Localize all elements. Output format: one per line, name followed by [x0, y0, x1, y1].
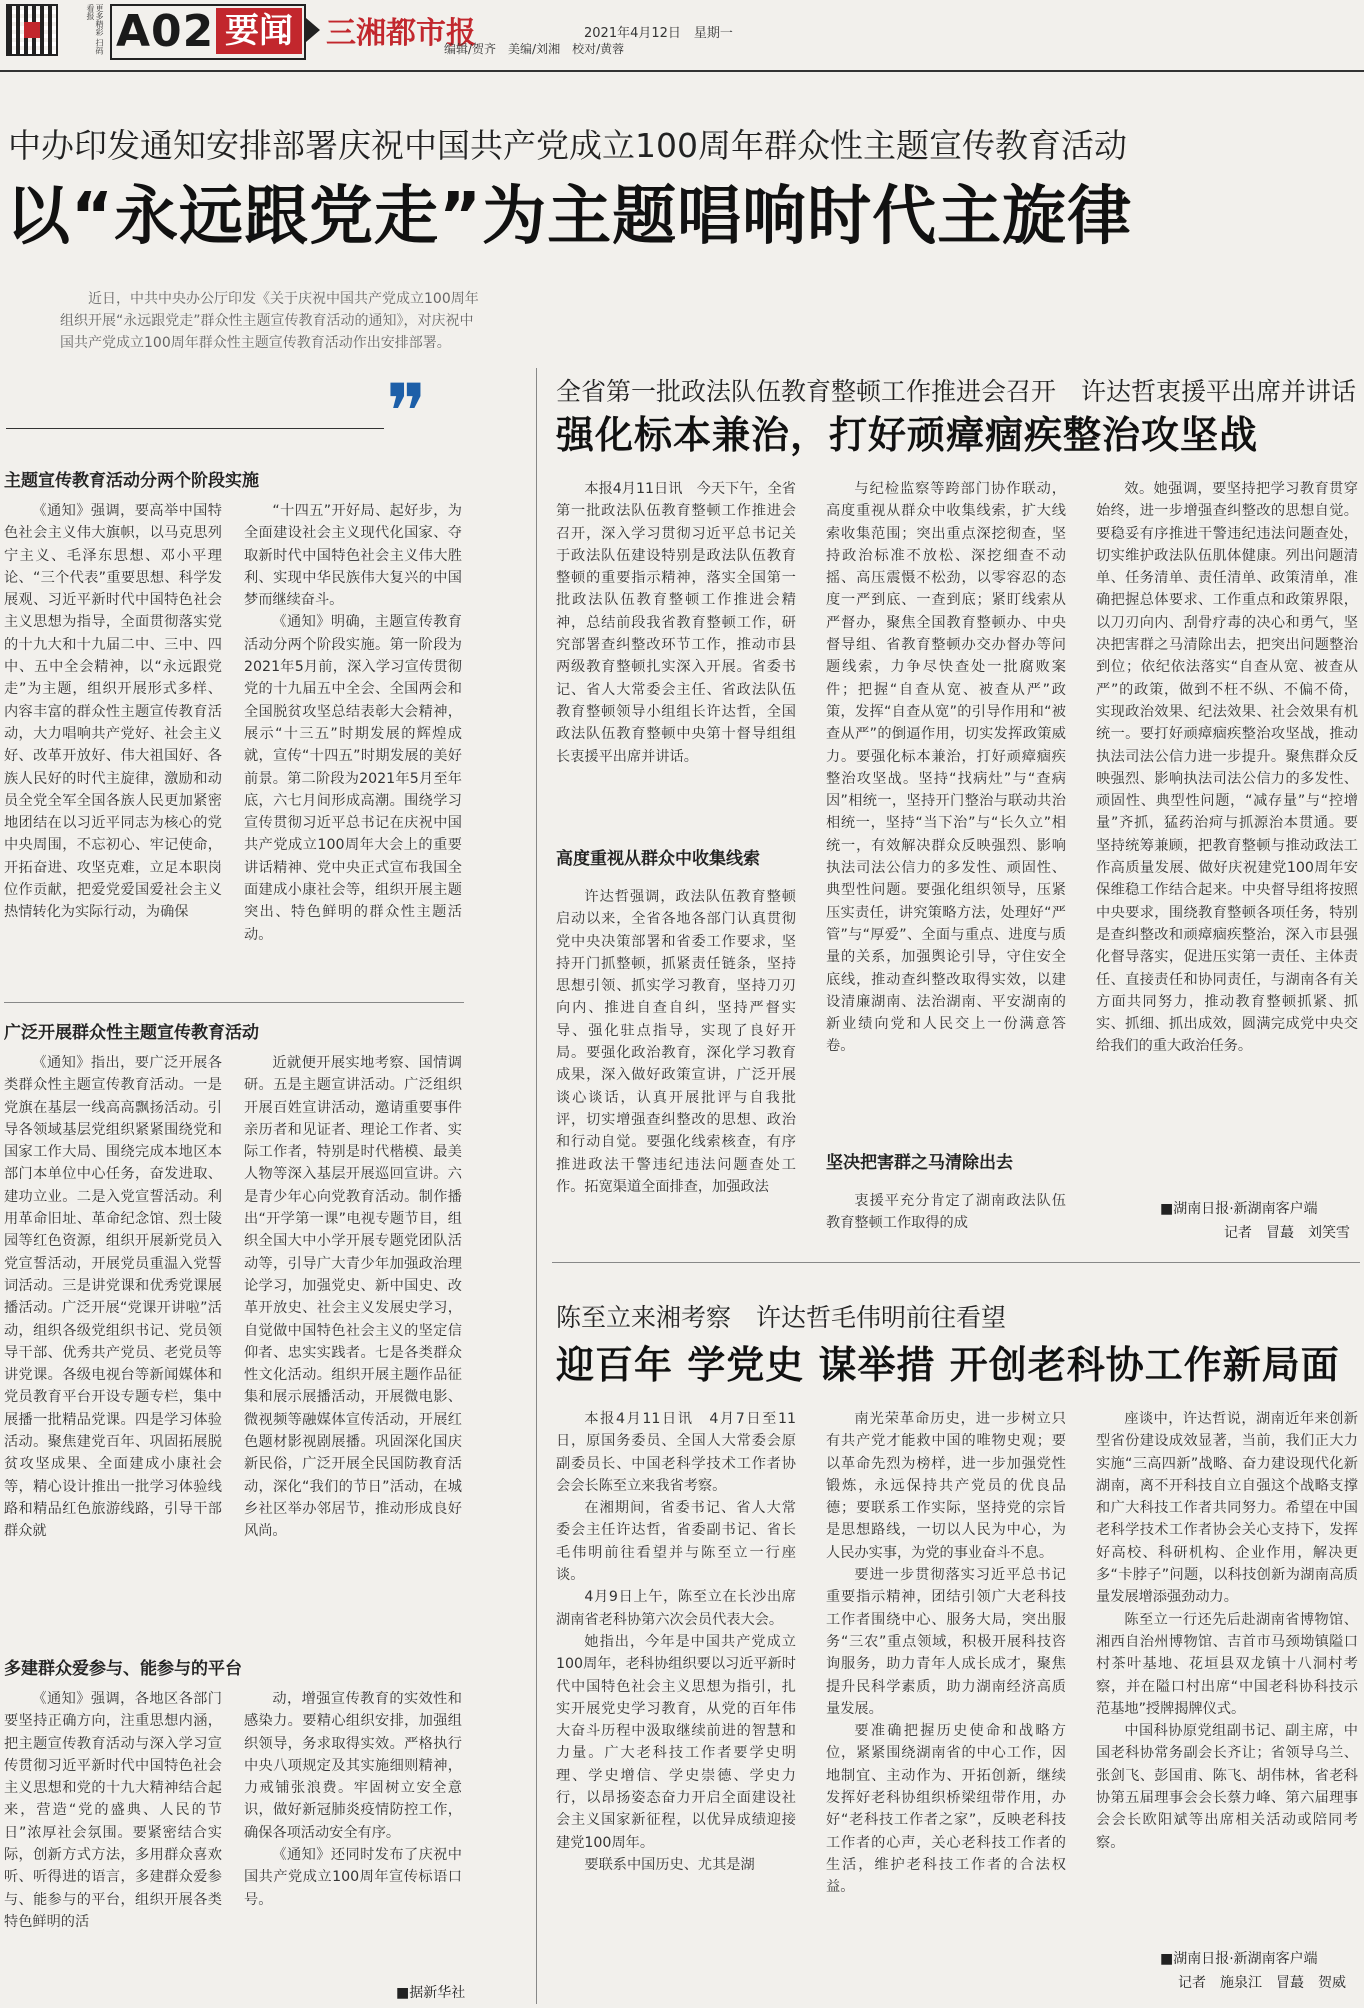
paragraph: 《通知》还同时发布了庆祝中国共产党成立100周年宣传标语口号。 — [244, 1847, 462, 1908]
column-divider — [536, 368, 537, 2004]
section-subhead: 主题宣传教育活动分两个阶段实施 — [4, 471, 259, 491]
paragraph: 与纪检监察等跨部门协作联动，高度重视从群众中收集线索，扩大线索收集范围；突出重点深挖彻查，坚持政治标准不放松、深挖细查不动摇、高压震慑不松劲，以零容忍的态度一严到底、一查到底；紧盯线索从严督办，聚焦全国教育整顿办、中央督导组、省教育整顿办交办督办等问题线索，力争尽快查处一批腐败案件；把握“自查从宽、被查从严”政策，发挥“自查从宽”的引导作用和“被查从严”的倒逼作用，切实发挥政策威力。要强化标本兼治，打好顽瘴痼疾整治攻坚战。坚持“找病灶”与“查病因”相统一，坚持开门整治与联动共治相统一，坚持“当下治”与“长久立”相统一，有效解决群众反映强烈、影响执法司法公信力的多发性、顽固性、典型性问题。要强化组织领导，压紧压实责任，讲究策略方法，处理好“严管”与“厚爱”、全面与重点、进度与质量的关系，加强舆论引导，守住安全底线，推动查纠整改取得实效，以建设清廉湖南、法治湖南、平安湖南的新业绩向党和人民交上一份满意答卷。 — [826, 481, 1066, 1055]
article-column — [556, 478, 796, 824]
story-kicker: 全省第一批政法队伍教育整顿工作推进会召开 许达哲衷援平出席并讲话 — [556, 377, 1357, 406]
page-number: A02 — [116, 6, 215, 57]
paragraph: 《通知》指出，要广泛开展各类群众性主题宣传教育活动。一是党旗在基层一线高高飘扬活动。引导各领域基层党组织紧紧围绕党和国家工作大局、围绕完成本地区本部门本单位中心任务，奋发进取、建功立业。二是入党宣誓活动。利用革命旧址、革命纪念馆、烈士陵园等红色资源，组织开展新党员入党宣誓活动，开展党员重温入党誓词活动。三是讲党课和优秀党课展播活动。广泛开展“党课开讲啦”活动，组织各级党组织书记、党员领导干部、优秀共产党员、老党员等讲党课。各级电视台等新闻媒体和党员教育平台开设专题专栏，集中展播一批精品党课。四是学习体验活动。聚焦建党百年、巩固拓展脱贫攻坚成果、全面建成小康社会等，精心设计推出一批学习体验线路和精品红色旅游线路，引导干部群众就 — [4, 1055, 222, 1540]
editor-credits: 编辑/贺齐 美编/刘湘 校对/黄蓉 — [444, 42, 625, 56]
paragraph: 《通知》强调，要高举中国特色社会主义伟大旗帜，以马克思列宁主义、毛泽东思想、邓小平理论、“三个代表”重要思想、科学发展观、习近平新时代中国特色社会主义思想为指导，全面贯彻落实党的十九大和十九届二中、三中、四中、五中全会精神，以“永远跟党走”为主题，组织开展形式多样、内容丰富的群众性主题宣传教育活动，大力唱响共产党好、社会主义好、改革开放好、伟大祖国好、各族人民好的时代主旋律，激励和动员全党全军全国各族人民更加紧密地团结在以习近平同志为核心的党中央周围，不忘初心、牢记使命，开拓奋进、攻坚克难，立足本职岗位作贡献，把爱党爱国爱社会主义热情转化为实际行动，为确保 — [4, 503, 222, 921]
qr-caption: 更多精彩 扫码看报 — [86, 4, 104, 55]
article-column — [4, 1052, 222, 1632]
section-label: 要闻 — [216, 8, 302, 54]
quote-mark-icon: ❞ — [386, 367, 427, 456]
article-column — [556, 886, 796, 1242]
byline: ■湖南日报·新湖南客户端 — [1160, 1951, 1318, 1967]
story-kicker: 陈至立来湘考察 许达哲毛伟明前往看望 — [556, 1303, 1007, 1332]
section-divider — [4, 1002, 464, 1003]
masthead-divider — [0, 70, 1364, 72]
qr-logo-icon — [24, 22, 40, 38]
paragraph: 座谈中，许达哲说，湖南近年来创新型省份建设成效显著，当前，我们正大力实施“三高四新”战略、奋力建设现代化新湖南，离不开科技自立自强这个战略支撑和广大科技工作者共同努力。希望在中国老科学技术工作者协会关心支持下，发挥好高校、科研机构、企业作用，解决更多“卡脖子”问题，以科技创新为湖南高质量发展增添强劲动力。 — [1096, 1411, 1358, 1606]
section-subhead: 多建群众爱参与、能参与的平台 — [4, 1659, 242, 1679]
lead-summary: 近日，中共中央办公厅印发《关于庆祝中国共产党成立100周年组织开展“永远跟党走”群众性主题宣传教育活动的通知》，对庆祝中国共产党成立100周年群众性主题宣传教育活动作出安排部署。 — [60, 291, 479, 351]
section-subhead: 高度重视从群众中收集线索 — [556, 849, 760, 869]
quote-divider — [6, 428, 384, 429]
article-column — [4, 1688, 222, 2006]
paragraph: 南光荣革命历史，进一步树立只有共产党才能救中国的唯物史观；要以革命先烈为榜样，进一步加强党性锻炼，永远保持共产党员的优良品德；要联系工作实际，坚持党的宗旨是思想路线，一切以人民为中心，为人民办实事，为党的事业奋斗不息。 — [826, 1411, 1066, 1561]
lead-kicker: 中办印发通知安排部署庆祝中国共产党成立100周年群众性主题宣传教育活动 — [8, 126, 1127, 165]
paragraph: 要进一步贯彻落实习近平总书记重要指示精神，团结引领广大老科技工作者围绕中心、服务大局，突出服务“三农”重点领域，积极开展科技咨询服务，助力青年人成长成才，聚焦提升民科学素质，助力湖南经济高质量发展。 — [826, 1567, 1066, 1717]
paragraph: 近就便开展实地考察、国情调研。五是主题宣讲活动。广泛组织开展百姓宣讲活动，邀请重要事件亲历者和见证者、理论工作者、实际工作者，特别是时代楷模、最美人物等深入基层开展巡回宣讲。六是青少年心向党教育活动。制作播出“开学第一课”电视专题节目，组织全国大中小学开展专题党团队活动等，引导广大青少年加强政治理论学习，加强党史、新中国史、改革开放史、社会主义发展史学习，自觉做中国特色社会主义的坚定信仰者、忠实实践者。七是各类群众性文化活动。组织开展主题作品征集和展示展播活动，开展微电影、微视频等融媒体宣传活动，开展红色题材影视剧展播。巩固深化国庆新民俗，广泛开展全民国防教育活动，深化“我们的节日”活动，在城乡社区举办邻居节，推动形成良好风尚。 — [244, 1055, 462, 1540]
article-column — [244, 1052, 462, 1632]
paragraph: 4月9日上午，陈至立在长沙出席湖南省老科协第六次会员代表大会。 — [556, 1589, 796, 1628]
paragraph: 在湘期间，省委书记、省人大常委会主任许达哲，省委副书记、省长毛伟明前往看望并与陈至立一行座谈。 — [556, 1500, 796, 1584]
paragraph: 要联系中国历史、尤其是湖 — [584, 1856, 755, 1873]
paragraph: 她指出，今年是中国共产党成立100周年，老科协组织要以习近平新时代中国特色社会主义思想为指引，扎实开展党史学习教育，从党的百年伟大奋斗历程中汲取继续前进的智慧和力量。广大老科技工作者要学史明理、学史增信、学史崇德、学史力行，以昂扬姿态奋力开启全面建设社会主义国家新征程，以优异成绩迎接建党100周年。 — [556, 1633, 796, 1851]
paragraph: 中国科协原党组副书记、副主席，中国老科协常务副会长齐让；省领导乌兰、张剑飞、彭国甫、陈飞、胡伟林，省老科协第五届理事会会长蔡力峰、第六届理事会会长欧阳斌等出席相关活动或陪同考察。 — [1096, 1723, 1358, 1851]
paragraph: 衷援平充分肯定了湖南政法队伍教育整顿工作取得的成 — [826, 1193, 1066, 1232]
article-column — [556, 1408, 796, 2008]
section-subhead: 广泛开展群众性主题宣传教育活动 — [4, 1023, 259, 1043]
article-column — [826, 1190, 1066, 1244]
paragraph: 《通知》强调，各地区各部门要坚持正确方向，注重思想内涵，把主题宣传教育活动与深入学习宣传贯彻习近平新时代中国特色社会主义思想和党的十九大精神结合起来，营造“党的盛典、人民的节日”浓厚社会氛围。要紧密结合实际，创新方式方法，多用群众喜欢听、听得进的语言，多建群众爱参与、能参与的平台，组织开展各类特色鲜明的活 — [4, 1691, 222, 1930]
issue-date: 2021年4月12日 星期一 — [584, 26, 733, 41]
arrow-right-icon — [306, 18, 320, 42]
article-column — [244, 1688, 462, 1978]
paragraph: 要准确把握历史使命和战略方位，紧紧围绕湖南省的中心工作，因地制宜、主动作为、开拓创新，继续发挥好老科协组织桥梁纽带作用，办好“老科技工作者之家”，反映老科技工作者的心声，关心老科技工作者的生活，维护老科技工作者的合法权益。 — [826, 1723, 1066, 1896]
story-headline: 迎百年 学党史 谋举措 开创老科协工作新局面 — [556, 1343, 1340, 1387]
story-divider — [552, 1262, 1360, 1263]
article-column — [826, 478, 1066, 1126]
article-column — [4, 500, 222, 968]
story-headline: 强化标本兼治，打好顽瘴痼疾整治攻坚战 — [556, 413, 1259, 457]
paragraph: “十四五”开好局、起好步，为全面建设社会主义现代化国家、夺取新时代中国特色社会主义伟大胜利、实现中华民族伟大复兴的中国梦而继续奋斗。 — [244, 503, 462, 609]
article-column — [826, 1408, 1066, 2008]
paragraph: 本报4月11日讯 4月7日至11日，原国务委员、全国人大常委会原副委员长、中国老科学技术工作者协会会长陈至立来我省考察。 — [556, 1411, 796, 1494]
lead-headline: 以“永远跟党走”为主题唱响时代主旋律 — [6, 180, 1133, 254]
paragraph: 《通知》明确，主题宣传教育活动分两个阶段实施。第一阶段为2021年5月前，深入学习宣传贯彻党的十九届五中全会、全国两会和全国脱贫攻坚总结表彰大会精神，展示“十三五”时期发展的辉煌成就，宣传“十四五”时期发展的美好前景。第二阶段为2021年5月至年底，六七月间形成高潮。围绕学习宣传贯彻习近平总书记在庆祝中国共产党成立100周年大会上的重要讲话精神、党中央正式宣布我国全面建成小康社会等，组织开展主题突出、特色鲜明的群众性主题活动。 — [244, 614, 462, 943]
paragraph: 动，增强宣传教育的实效性和感染力。要精心组织安排，加强组织领导，务求取得实效。严格执行中央八项规定及其实施细则精神，力戒铺张浪费。牢固树立安全意识，做好新冠肺炎疫情防控工作，确保各项活动安全有序。 — [244, 1691, 462, 1841]
article-column — [1096, 1408, 1358, 1940]
qr-code — [6, 4, 58, 56]
article-column — [1096, 478, 1358, 1192]
byline: ■湖南日报·新湖南客户端 — [1160, 1201, 1318, 1217]
byline: 记者 冒蕞 刘笑雪 — [1224, 1225, 1350, 1241]
article-column — [244, 500, 462, 968]
section-subhead: 坚决把害群之马清除出去 — [826, 1153, 1013, 1173]
paper-name: 三湘都市报 — [326, 16, 476, 51]
paragraph: 本报4月11日讯 今天下午，全省第一批政法队伍教育整顿工作推进会召开，深入学习贯彻习近平总书记关于政法队伍建设特别是政法队伍教育整顿的重要指示精神，落实全国第一批政法队伍教育整顿工作推进会精神，总结前段我省教育整顿工作，研究部署查纠整改环节工作，推动市县两级教育整顿扎实深入开展。省委书记、省人大常委会主任、省政法队伍教育整顿领导小组组长许达哲，全国政法队伍教育整顿中央第十督导组组长衷援平出席并讲话。 — [556, 481, 796, 765]
paragraph: 陈至立一行还先后赴湖南省博物馆、湘西自治州博物馆、吉首市马颈坳镇隘口村茶叶基地、花垣县双龙镇十八洞村考察，并在隘口村出席“中国老科协科技示范基地”授牌揭牌仪式。 — [1096, 1611, 1358, 1717]
byline: ■据新华社 — [396, 1985, 466, 2001]
byline: 记者 施泉江 冒蕞 贺威 — [1178, 1975, 1346, 1991]
paragraph: 效。她强调，要坚持把学习教育贯穿始终，进一步增强查纠整改的思想自觉。要稳妥有序推进干警违纪违法问题查处，切实维护政法队伍肌体健康。列出问题清单、任务清单、责任清单、政策清单，准确把握总体要求、工作重点和政策界限，以刀刃向内、刮骨疗毒的决心和勇气，坚决把害群之马清除出去，把突出问题整治到位；依纪依法落实“自查从宽、被查从严”的政策，做到不枉不纵、不偏不倚，实现政治效果、纪法效果、社会效果有机统一。要打好顽瘴痼疾整治攻坚战，推动执法司法公信力进一步提升。聚焦群众反映强烈、影响执法司法公信力的多发性、顽固性、典型性问题，“减存量”与“控增量”齐抓，猛药治疴与抓源治本贯通。要坚持统筹兼顾，把教育整顿与推动政法工作高质量发展、做好庆祝建党100周年安保维稳工作结合起来。中央督导组将按照中央要求，围绕教育整顿各项任务，特别是查纠整改和顽瘴痼疾整治，深入市县强化督导落实，促进压实第一责任、主体责任、直接责任和协同责任，与湖南各有关方面共同努力，推动教育整顿抓紧、抓实、抓细、抓出成效，圆满完成党中央交给我们的重大政治任务。 — [1096, 481, 1358, 1055]
paragraph: 许达哲强调，政法队伍教育整顿启动以来，全省各地各部门认真贯彻党中央决策部署和省委工作要求，坚持开门抓整顿，抓紧责任链条，坚持思想引领、抓实学习教育，坚持刀刃向内、推进自查自纠，坚持严督实导、强化驻点指导，实现了良好开局。要强化政治教育，深化学习教育成果，深入做好政策宣讲，广泛开展谈心谈话，认真开展批评与自我批评，切实增强查纠整改的思想、政治和行动自觉。要强化线索核查，有序推进政法干警违纪违法问题查处工作。拓宽渠道全面排查，加强政法 — [556, 889, 796, 1195]
